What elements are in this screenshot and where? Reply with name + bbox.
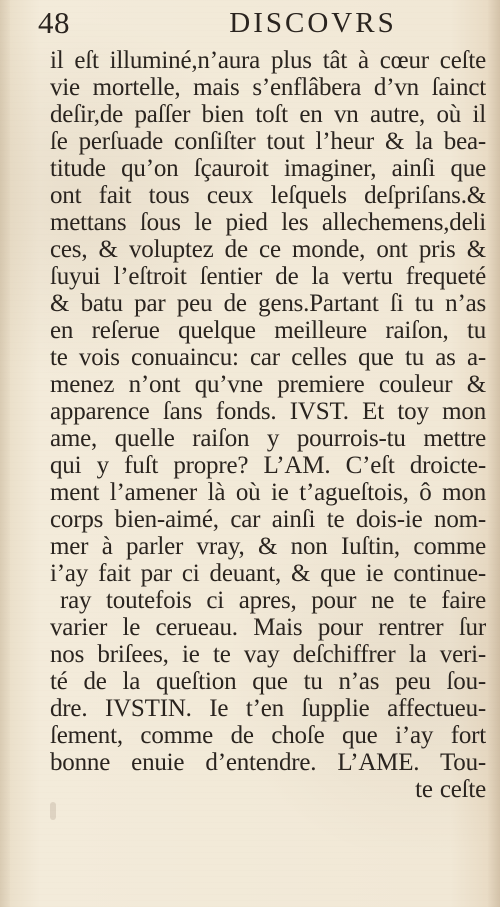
- text-line-4: ſe perſuade conſiſter tout l’heur & la bea-: [50, 128, 486, 155]
- text-line-26: ſement, comme de choſe que i’ay fort: [50, 722, 486, 749]
- right-page-edge: [488, 0, 500, 907]
- text-line-18: corps bien-aimé, car ainſi te dois-ie nom-: [50, 506, 486, 533]
- text-line-21: ray toutefois ci apres, pour ne te faire: [60, 587, 486, 614]
- page-number: 48: [38, 5, 70, 40]
- text-line-28: te ceſte: [415, 776, 486, 803]
- page-header: [38, 2, 488, 44]
- text-line-17: ment l’amener là où ie t’agueſtois, ô mon: [50, 479, 486, 506]
- text-line-8: ces, & voluptez de ce monde, ont pris &: [50, 236, 486, 263]
- text-line-1: il eſt illuminé,n’aura plus tât à cœur ceſte: [50, 47, 486, 74]
- ink-spot: [50, 802, 56, 820]
- text-line-12: te vois conuaincu: car celles que tu as a-: [50, 344, 486, 371]
- text-line-27: bonne enuie d’entendre. L’AME. Tou-: [50, 749, 486, 776]
- text-line-16: qui y fuſt propre? L’AM. C’eſt droicte-: [50, 452, 486, 479]
- left-page-edge: [0, 0, 10, 907]
- text-line-3: deſir,de paſſer bien toſt en vn autre, où il: [50, 101, 486, 128]
- text-line-13: menez n’ont qu’vne premiere couleur &: [50, 371, 486, 398]
- text-line-7: mettans ſous le pied les allechemens,deli: [50, 209, 486, 236]
- text-line-22: varier le cerueau. Mais pour rentrer ſur: [50, 614, 486, 641]
- text-line-9: ſuyui l’eſtroit ſentier de la vertu frequeté: [50, 263, 486, 290]
- text-line-15: ame, quelle raiſon y pourrois-tu mettre: [50, 425, 486, 452]
- text-line-19: mer à parler vray, & non Iuſtin, comme: [50, 533, 486, 560]
- text-line-6: ont fait tous ceux leſquels deſpriſans.&: [50, 182, 486, 209]
- page-text: [50, 47, 486, 803]
- text-line-11: en reſerue quelque meilleure raiſon, tu: [50, 317, 486, 344]
- text-line-2: vie mortelle, mais s’enflâbera d’vn ſainct: [50, 74, 486, 101]
- text-line-14: apparence ſans fonds. IVST. Et toy mon: [50, 398, 486, 425]
- text-line-24: té de la queſtion que tu n’as peu ſou-: [50, 668, 486, 695]
- running-head: DISCOVRS: [229, 7, 397, 39]
- text-line-25: dre. IVSTIN. Ie t’en ſupplie affectueu-: [50, 695, 486, 722]
- text-line-20: i’ay fait par ci deuant, & que ie continue-: [50, 560, 486, 587]
- text-line-23: nos briſees, ie te vay deſchiffrer la veri-: [50, 641, 486, 668]
- text-line-10: & batu par peu de gens.Partant ſi tu n’as: [50, 290, 486, 317]
- text-line-5: titude qu’on ſçauroit imaginer, ainſi que: [50, 155, 486, 182]
